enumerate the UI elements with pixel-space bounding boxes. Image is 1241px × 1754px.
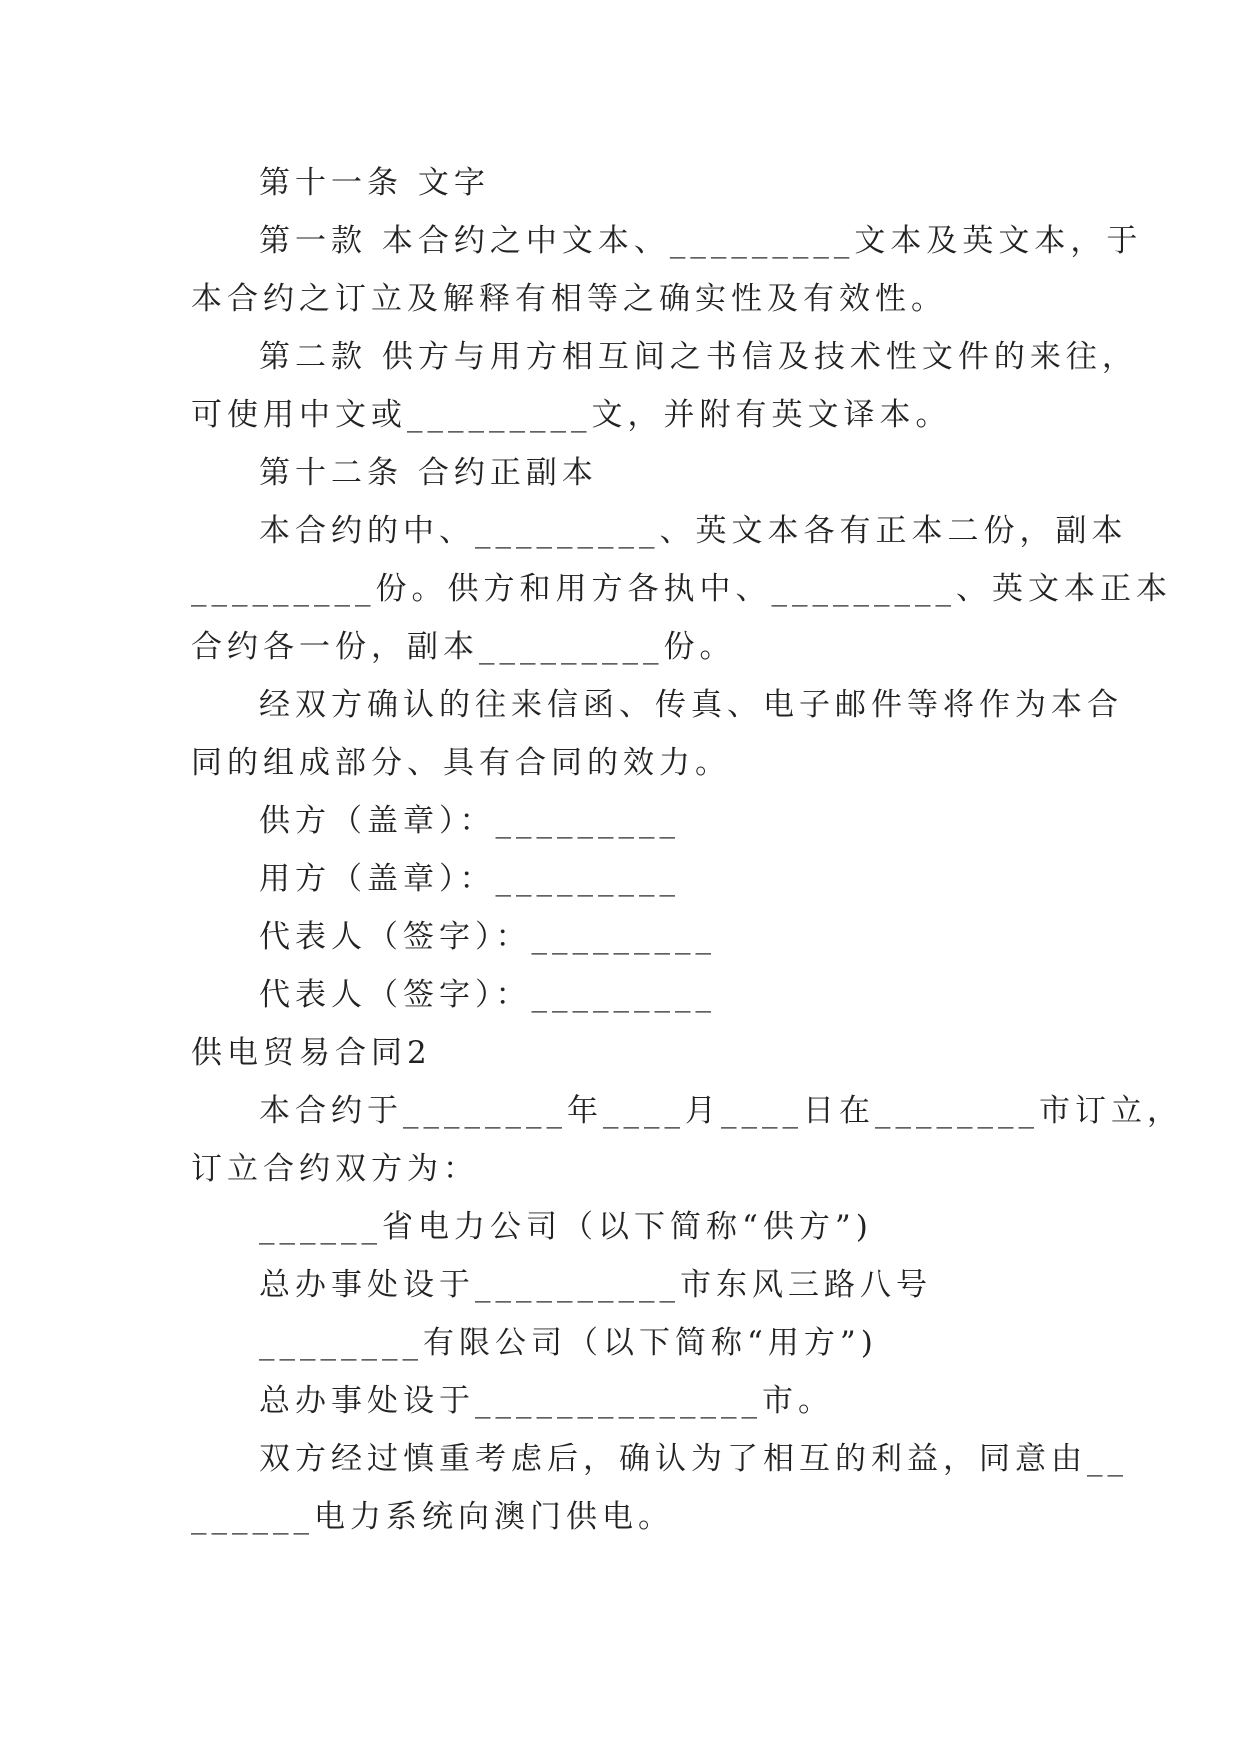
supplier-party: ______省电力公司（以下简称“供方”) (259, 1209, 873, 1245)
confirmation-paragraph: 经双方确认的往来信函、传真、电子邮件等将作为本合 (259, 687, 1123, 723)
article-12-paragraph-cont-1: _________份。供方和用方各执中、_________、英文本正本 (191, 571, 1172, 607)
article-11-clause-2: 第二款 供方与用方相互间之书信及技术性文件的来往， (259, 339, 1138, 375)
confirmation-paragraph-cont: 同的组成部分、具有合同的效力。 (191, 745, 731, 781)
user-seal-line: 用方（盖章）：_________ (259, 861, 680, 897)
article-11-clause-1-cont: 本合约之订立及解释有相等之确实性及有效性。 (191, 281, 947, 317)
article-11-heading: 第十一条 文字 (259, 165, 490, 201)
supplier-seal-line: 供方（盖章）：_________ (259, 803, 680, 839)
article-11-clause-2-cont: 可使用中文或_________文，并附有英文译本。 (191, 397, 952, 433)
user-address: 总办事处设于______________市。 (259, 1383, 834, 1419)
representative-signature-line-1: 代表人（签字）：_________ (259, 919, 716, 955)
article-12-heading: 第十二条 合约正副本 (259, 455, 598, 491)
contract-parties-intro: 订立合约双方为： (191, 1151, 479, 1187)
representative-signature-line-2: 代表人（签字）：_________ (259, 977, 716, 1013)
article-11-clause-1: 第一款 本合约之中文本、_________文本及英文本，于 (259, 223, 1143, 259)
agreement-paragraph-cont: ______电力系统向澳门供电。 (191, 1499, 674, 1535)
agreement-paragraph: 双方经过慎重考虑后，确认为了相互的利益，同意由__ (259, 1441, 1128, 1477)
user-party: ________有限公司（以下简称“用方”) (259, 1325, 878, 1361)
supplier-address: 总办事处设于__________市东风三路八号 (259, 1267, 932, 1303)
article-12-paragraph: 本合约的中、_________、英文本各有正本二份，副本 (259, 513, 1128, 549)
contract-2-title: 供电贸易合同2 (191, 1035, 432, 1071)
article-12-paragraph-cont-2: 合约各一份，副本_________份。 (191, 629, 736, 665)
contract-date-place: 本合约于________年____月____日在________市订立， (259, 1093, 1183, 1129)
